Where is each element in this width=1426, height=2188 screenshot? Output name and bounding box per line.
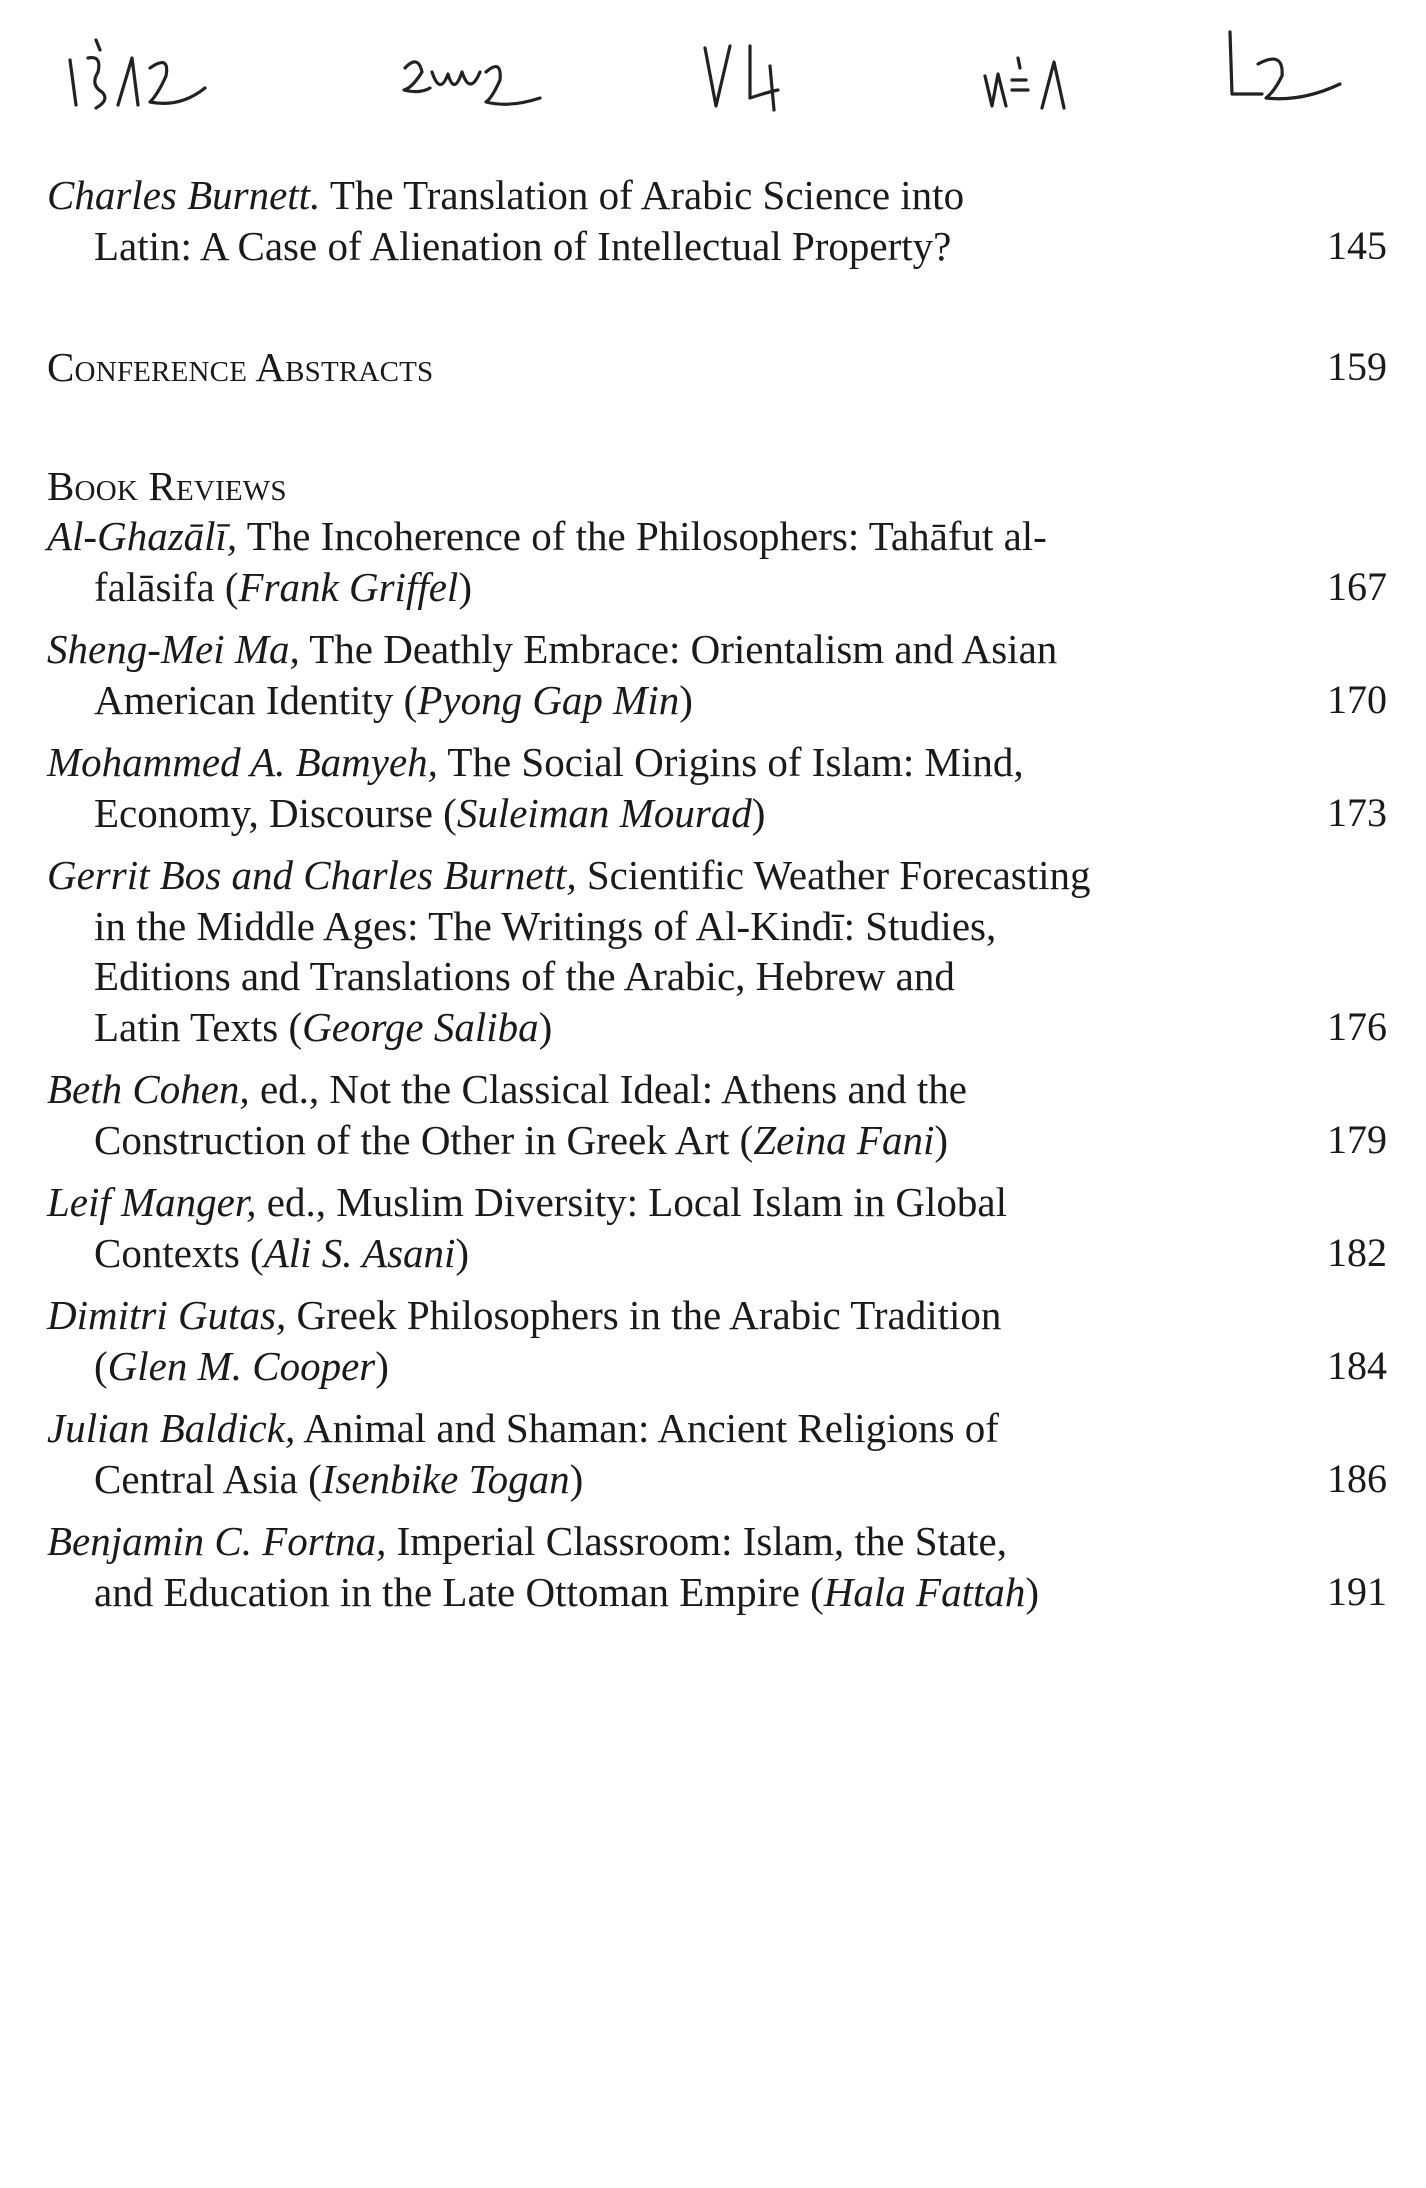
paren-close: ) [455,1229,470,1276]
page-number: 167 [1327,563,1387,609]
review-title-cont: Editions and Translations of the Arabic, Hebrew and [94,953,955,999]
page-number: 159 [1327,344,1387,389]
page-number: 191 [1327,1568,1387,1614]
reviewer-name: Ali S. Asani [263,1229,456,1276]
page-number: 184 [1327,1342,1387,1388]
page-number: 179 [1327,1116,1387,1162]
reviewer-name: Pyong Gap Min [417,676,680,723]
toc-entry-review [47,511,1387,612]
page-number: 186 [1327,1455,1387,1501]
review-author: Beth Cohen, [47,1066,250,1112]
page-number: 173 [1327,789,1387,835]
paren-close: ) [538,1003,553,1050]
paren-open: ( [94,1342,108,1389]
toc-entry-review [47,1403,1387,1504]
review-title: Animal and Shaman: Ancient Religions of [295,1405,999,1451]
review-title: The Incoherence of the Philosophers: Tahāfut al- [237,513,1047,559]
review-author: Julian Baldick, [47,1405,296,1451]
toc-entry-review [47,850,1387,1052]
review-author: Dimitri Gutas, [47,1292,287,1338]
review-title: The Social Origins of Islam: Mind, [437,739,1024,785]
entry-line: Latin: A Case of Alienation of Intellectual Property? [94,222,952,269]
page-number: 145 [1327,222,1387,268]
handwritten-mark-2 [404,62,540,104]
review-title-cont: Economy, Discourse ( [94,789,457,836]
handwritten-mark-4 [985,58,1064,108]
toc-entry-review [47,1290,1387,1391]
review-title-cont: American Identity ( [94,676,418,723]
review-title: ed., Muslim Diversity: Local Islam in Global [256,1179,1007,1225]
reviewer-name: Glen M. Cooper [107,1342,376,1389]
entry-line [47,170,1197,221]
review-title-cont: and Education in the Late Ottoman Empire ( [94,1568,824,1615]
handwritten-mark-5 [1230,32,1340,99]
review-author: Leif Manger, [47,1179,257,1225]
reviewer-name: Suleiman Mourad [456,789,752,836]
section-heading: Book Reviews [47,462,287,509]
reviewer-name: Zeina Fani [753,1116,935,1163]
toc-entry-review [47,1516,1387,1617]
section-heading: Conference Abstracts [47,344,434,390]
review-title: Imperial Classroom: Islam, the State, [386,1518,1007,1564]
paren-close: ) [375,1342,389,1389]
handwritten-mark-3 [705,46,778,110]
review-author: Al-Ghazālī, [47,513,238,559]
review-title: Scientific Weather Forecasting [576,852,1091,898]
review-author: Sheng-Mei Ma, [47,626,300,672]
table-of-contents [47,170,1387,1617]
paren-close: ) [934,1116,948,1163]
review-title-cont: Construction of the Other in Greek Art ( [94,1116,754,1163]
review-title-cont: Contexts ( [94,1229,264,1276]
reviewer-name: Frank Griffel [238,563,459,610]
toc-entry-article [47,170,1387,271]
entry-title: The Translation of Arabic Science into [320,172,965,218]
toc-entry-review [47,1064,1387,1165]
page-number: 170 [1327,676,1387,722]
paren-close: ) [1025,1568,1040,1615]
review-title-cont: in the Middle Ages: The Writings of Al-Kindī: Studies, [94,902,997,949]
page-number: 182 [1327,1229,1387,1275]
review-title-cont: falāsifa ( [94,563,239,610]
review-title: ed., Not the Classical Ideal: Athens and the [249,1066,968,1112]
page-number: 176 [1327,1003,1387,1049]
entry-author: Charles Burnett. [47,172,321,218]
toc-entry-review [47,1177,1387,1278]
review-title-cont: Latin Texts ( [94,1003,303,1050]
review-author: Benjamin C. Fortna, [47,1518,387,1564]
review-title-cont: Central Asia ( [94,1455,322,1502]
paren-close: ) [751,789,766,836]
toc-entry-review [47,737,1387,838]
paren-close: ) [569,1455,584,1502]
paren-close: ) [458,563,472,610]
handwritten-mark-1 [70,40,205,108]
paren-close: ) [679,676,693,723]
review-title: The Deathly Embrace: Orientalism and Asian [299,626,1058,672]
handwriting-drawing [40,10,1400,120]
reviewer-name: Hala Fattah [823,1568,1026,1615]
review-title: Greek Philosophers in the Arabic Tradition [286,1292,1002,1338]
review-author: Mohammed A. Bamyeh, [47,739,438,785]
handwritten-annotation [40,10,1400,120]
toc-entry-conference-abstracts [47,342,1387,393]
reviewer-name: Isenbike Togan [321,1455,570,1502]
toc-entry-review [47,624,1387,725]
toc-section-book-reviews [47,461,1387,512]
review-author: Gerrit Bos and Charles Burnett, [47,852,577,898]
reviewer-name: George Saliba [302,1003,539,1050]
